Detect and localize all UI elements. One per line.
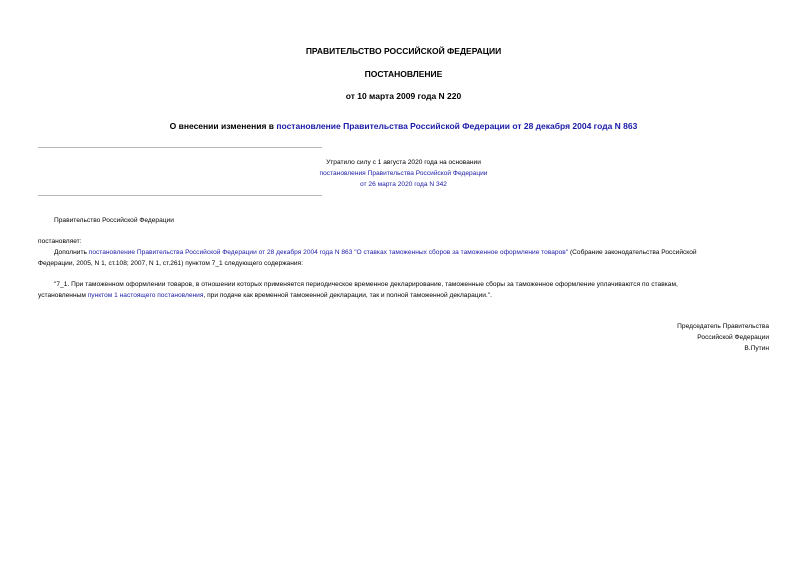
decrees-text: постановляет: [38,238,82,245]
p2-prefix: установленным [38,292,88,299]
status-link-line-1[interactable]: постановления Правительства Российской Федерации [319,170,488,177]
signature-title-1: Председатель Правительства [677,323,769,330]
p2-link[interactable]: пунктом 1 настоящего постановления [87,292,204,299]
subject-prefix: О внесении изменения в [169,121,277,131]
p1-link[interactable]: постановление Правительства Российской Федерации от 28 декабря 2004 года N 863 "О ставках таможенных сборов за таможенное оформление товаров" [88,249,569,256]
p1-suffix: (Собрание законодательства Российской [568,249,697,256]
p1-prefix: Дополнить [54,249,89,256]
paragraph-1-line-1 [54,247,697,258]
status-top-rule [38,147,322,148]
document-date-number: от 10 марта 2009 года N 220 [345,91,462,101]
paragraph-2-line-2 [38,290,492,301]
signature-name: В.Путин [744,345,769,352]
paragraph-1-line-2: Федерации, 2005, N 1, ст.108; 2007, N 1, ст.261) пунктом 7_1 следующего содержания: [38,260,303,267]
status-note-line: Утратило силу с 1 августа 2020 года на основании [326,159,481,166]
intro-text: Правительство Российской Федерации [54,217,174,224]
document-subject [0,121,807,131]
paragraph-2-line-1: "7_1. При таможенном оформлении товаров, в отношении которых применяется периодическое временное декларирование, таможенные сборы за таможенное оформление уплачиваются по ставкам, [54,281,678,288]
subject-link[interactable]: постановление Правительства Российской Федерации от 28 декабря 2004 года N 863 [276,121,638,131]
status-link-line-2[interactable]: от 26 марта 2020 года N 342 [360,181,447,188]
status-bottom-rule [38,195,322,196]
signature-title-2: Российской Федерации [697,334,769,341]
document-type: ПОСТАНОВЛЕНИЕ [364,69,443,79]
p2-suffix: , при подаче как временной таможенной декларации, так и полной таможенной декларации.". [203,292,492,299]
government-name: ПРАВИТЕЛЬСТВО РОССИЙСКОЙ ФЕДЕРАЦИИ [305,46,502,56]
